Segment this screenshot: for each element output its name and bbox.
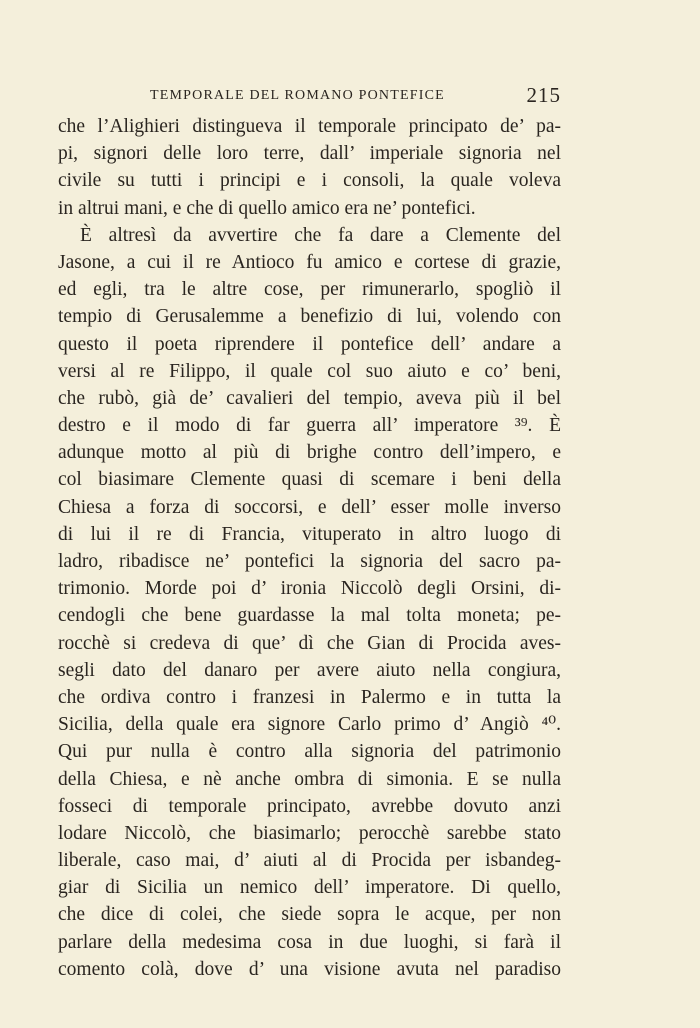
- text-line: tempio di Gerusalemme a benefizio di lui, volendo con: [58, 306, 561, 328]
- running-head: [58, 83, 561, 108]
- text-line: che dice di colei, che siede sopra le acque, per non: [58, 904, 561, 926]
- text-line: liberale, caso mai, d’ aiuti al di Procida per isbandeg-: [58, 850, 561, 872]
- body-text: [58, 113, 561, 983]
- text-line: lodare Niccolò, che biasimarlo; perocchè sarebbe stato: [58, 822, 561, 844]
- text-line: versi al re Filippo, il quale col suo aiuto e co’ beni,: [58, 360, 561, 382]
- text-line: giar di Sicilia un nemico dell’ imperatore. Di quello,: [58, 877, 561, 899]
- text-line: in altrui mani, e che di quello amico era ne’ pontefici.: [58, 197, 476, 219]
- paragraph: [58, 113, 561, 222]
- text-line: fosseci di temporale principato, avrebbe dovuto anzi: [58, 795, 561, 817]
- text-line: col biasimare Clemente quasi di scemare i beni della: [58, 469, 561, 491]
- text-line: È altresì da avvertire che fa dare a Clemente del: [80, 224, 561, 246]
- text-line: Sicilia, della quale era signore Carlo primo d’ Angiò ⁴⁰.: [58, 714, 561, 736]
- text-line: che l’Alighieri distingueva il temporale principato de’ pa-: [58, 116, 561, 137]
- text-line: ladro, ribadisce ne’ pontefici la signoria del sacro pa-: [58, 551, 561, 572]
- running-title: TEMPORALE DEL ROMANO PONTEFICE: [150, 88, 445, 103]
- text-line: civile su tutti i principi e i consoli, la quale voleva: [58, 170, 561, 192]
- text-line: rocchè si credeva di que’ dì che Gian di Procida aves-: [58, 632, 561, 654]
- text-line: Jasone, a cui il re Antioco fu amico e cortese di grazie,: [58, 251, 561, 273]
- text-line: destro e il modo di far guerra all’ imperatore ³⁹. È: [58, 415, 561, 437]
- text-line: ed egli, tra le altre cose, per rimunerarlo, spogliò il: [58, 279, 561, 301]
- text-line: di lui il re di Francia, vituperato in altro luogo di: [58, 523, 561, 545]
- page-number: 215: [526, 83, 561, 107]
- text-line: comento colà, dove d’ una visione avuta nel paradiso: [58, 958, 561, 980]
- text-line: cendogli che bene guardasse la mal tolta moneta; pe-: [58, 605, 561, 627]
- text-line: questo il poeta riprendere il pontefice dell’ andare a: [58, 333, 561, 355]
- text-line: Qui pur nulla è contro alla signoria del patrimonio: [58, 741, 561, 763]
- text-line: della Chiesa, e nè anche ombra di simonia. E se nulla: [58, 768, 561, 790]
- text-line: trimonio. Morde poi d’ ironia Niccolò degli Orsini, di-: [58, 578, 561, 600]
- text-line: pi, signori delle loro terre, dall’ imperiale signoria nel: [58, 143, 561, 165]
- text-line: Chiesa a forza di soccorsi, e dell’ esser molle inverso: [58, 496, 561, 518]
- text-line: che rubò, già de’ cavalieri del tempio, aveva più il bel: [58, 387, 561, 409]
- text-line: segli dato del danaro per avere aiuto nella congiura,: [58, 659, 561, 681]
- text-line: adunque motto al più di brighe contro dell’impero, e: [58, 442, 561, 464]
- text-line: parlare della medesima cosa in due luoghi, si farà il: [58, 931, 561, 953]
- text-line: che ordiva contro i franzesi in Palermo e in tutta la: [58, 686, 561, 708]
- paragraph: [58, 222, 561, 983]
